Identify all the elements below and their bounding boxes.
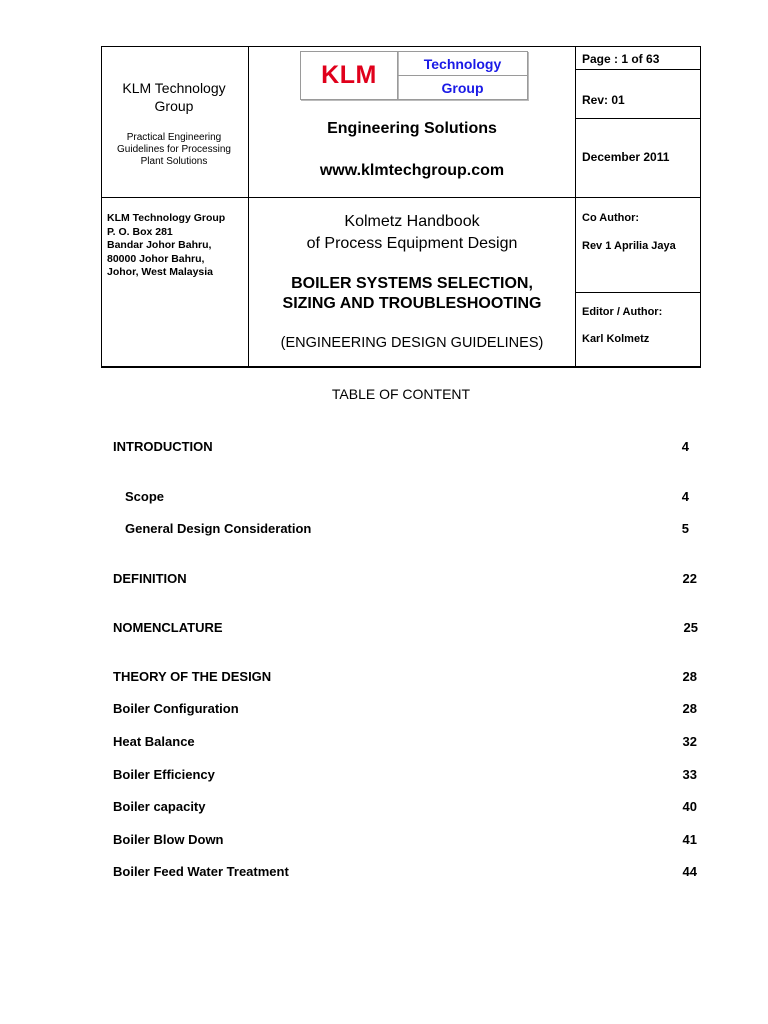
toc-entry-label: Boiler capacity [113,799,206,814]
coauthor-label: Co Author: [582,212,640,224]
toc-entry-page: 44 [682,864,697,879]
toc-entry[interactable] [113,669,697,689]
address-line: Johor, West Malaysia [107,266,214,278]
handbook-title-line: of Process Equipment Design [306,235,518,252]
toc-entry[interactable] [113,571,697,591]
logo-group: Group [441,79,484,96]
klm-logo-text [397,51,528,100]
toc-entry-label: DEFINITION [113,571,187,586]
toc-entry-page: 32 [682,734,697,749]
toc-entry-label: Scope [125,489,165,504]
document-title-line: BOILER SYSTEMS SELECTION, [291,275,533,292]
toc-entry-page: 28 [682,669,697,684]
document-title-line: SIZING AND TROUBLESHOOTING [282,295,542,312]
toc-entry-page: 33 [682,767,697,782]
toc-entry-page: 22 [682,571,697,586]
toc-entry-label: Boiler Efficiency [113,767,215,782]
engineering-solutions: Engineering Solutions [327,120,497,137]
toc-entry-page: 4 [681,489,689,504]
company-tagline: Practical Engineering Guidelines for Processing Plant Solutions [117,132,231,167]
toc-entry[interactable] [113,767,697,787]
document-subtitle: (ENGINEERING DESIGN GUIDELINES) [280,335,544,351]
address-block [107,212,225,280]
page-number: Page : 1 of 63 [582,52,660,66]
toc-entry-label: General Design Consideration [125,521,312,536]
toc-entry-label: INTRODUCTION [113,439,213,454]
revision: Rev: 01 [582,93,625,107]
toc-entry[interactable] [113,734,697,754]
address-line: 80000 Johor Bahru, [107,252,205,265]
handbook-title-line: Kolmetz Handbook [344,213,480,230]
editor-name: Karl Kolmetz [582,333,650,345]
toc-entry-page: 40 [682,799,697,814]
toc-entry[interactable] [113,799,697,819]
toc-entry-label: NOMENCLATURE [113,620,223,635]
toc-entry-label: THEORY OF THE DESIGN [113,669,272,684]
toc-entry-page: 41 [682,832,697,847]
address-line: P. O. Box 281 [107,225,173,238]
coauthor-name: Rev 1 Aprilia Jaya [582,240,676,252]
toc-entry[interactable] [113,439,689,459]
toc-entry-page: 4 [681,439,689,454]
toc-entry-page: 28 [682,701,697,716]
toc-entry[interactable] [113,701,697,721]
website: www.klmtechgroup.com [319,162,505,179]
toc-entry[interactable] [125,489,689,509]
toc-entry[interactable] [113,832,697,852]
address-line: Bandar Johor Bahru, [107,239,212,251]
address-line: KLM Technology Group [107,212,226,224]
toc-entry[interactable] [113,620,698,640]
logo-technology: Technology [398,52,527,76]
handbook-title [249,211,575,255]
toc-heading: TABLE OF CONTENT [331,386,471,402]
toc-entry-page: 5 [681,521,689,536]
toc-entry-label: Boiler Feed Water Treatment [113,864,289,879]
klm-logo-mark: KLM [300,51,398,100]
toc-entry-label: Boiler Configuration [113,701,239,716]
editor-label: Editor / Author: [582,306,663,318]
toc-entry[interactable] [125,521,689,541]
toc-entry-page: 25 [683,620,698,635]
toc-entry-label: Boiler Blow Down [113,832,224,847]
issue-date: December 2011 [582,150,670,164]
toc-entry[interactable] [113,864,697,884]
document-title [249,274,575,314]
toc-entry-label: Heat Balance [113,734,195,749]
company-name: KLM Technology Group [122,80,226,114]
